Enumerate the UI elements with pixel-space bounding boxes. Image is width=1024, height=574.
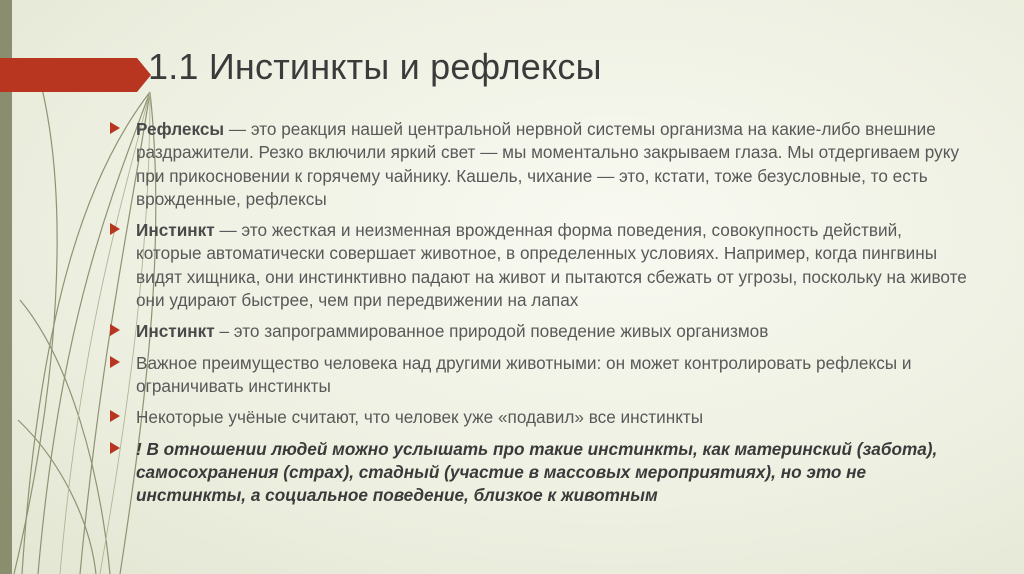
bullet-text: — это жесткая и неизменная врожденная форма поведения, совокупность действий, которые автоматически совершает животное, в определенных условиях. Например, когда пингвины видят хищника, они инстинктивно падают на живот и пытаются сбежать от угрозы, поскольку на животе они удирают быстрее, чем при передвижении на лапах: [136, 220, 967, 311]
bullet-item: [110, 320, 970, 343]
bullet-item: [110, 118, 970, 211]
bullet-text: — это реакция нашей центральной нервной системы организма на какие-либо внешние раздражители. Резко включили яркий свет — мы моментально закрываем глаза. Мы отдергиваем руку при прикосновении к горячему чайнику. Кашель, чихание — это, кстати, тоже безусловные, то есть врожденные, рефлексы: [136, 119, 960, 209]
bullet-text: Некоторые учёные считают, что человек уже «подавил» все инстинкты: [136, 407, 704, 428]
bullet-item: [110, 219, 970, 312]
bullet-term: Рефлексы: [136, 119, 225, 139]
bullet-text: – это запрограммированное природой поведение живых организмов: [214, 321, 769, 342]
triangle-bullet-icon: [110, 324, 120, 336]
bullet-list: [110, 118, 970, 515]
bullet-item: [110, 406, 970, 429]
triangle-bullet-icon: [110, 442, 120, 454]
bullet-emphasis-text: ! В отношении людей можно услышать про такие инстинкты, как материнский (забота), самосохранения (страх), стадный (участие в массовых мероприятиях), но это не инстинкты, а социальное поведение, близкое к животным: [136, 438, 938, 506]
title-accent-bar: [0, 58, 137, 92]
bullet-item: [110, 352, 970, 399]
bullet-term: Инстинкт: [136, 220, 215, 241]
triangle-bullet-icon: [110, 356, 120, 368]
bullet-text: Важное преимущество человека над другими животными: он может контролировать рефлексы и ограничивать инстинкты: [136, 352, 912, 396]
slide-title: 1.1 Инстинкты и рефлексы: [148, 46, 602, 87]
bullet-item: [110, 438, 970, 508]
triangle-bullet-icon: [110, 410, 120, 422]
triangle-bullet-icon: [110, 122, 120, 134]
bullet-term: Инстинкт: [136, 321, 215, 342]
triangle-bullet-icon: [110, 223, 120, 235]
